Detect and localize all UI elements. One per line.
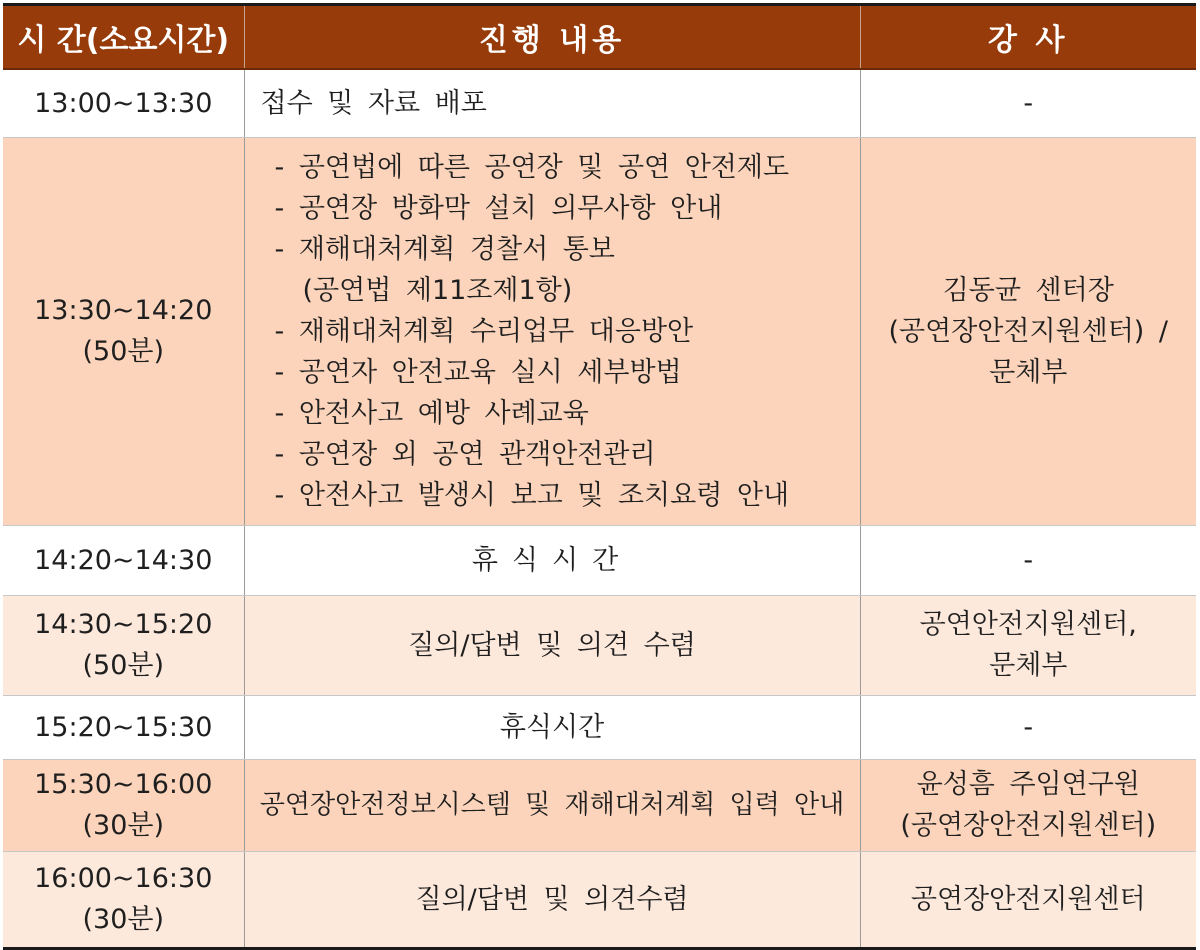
list-item: - 재해대처계획 경찰서 통보 [274,233,615,265]
header-content-label: 진행 내용 [478,23,626,58]
instructor-cell: - [860,525,1196,595]
time-range: 15:30~16:00 [34,769,213,800]
list-item: - 공연자 안전교육 실시 세부방법 [274,356,682,388]
time-cell [3,595,244,695]
table-row [3,851,1196,948]
time-cell [3,851,244,948]
time-range: 13:00~13:30 [34,87,213,119]
instructor-cell: 공연장안전지원센터 [860,851,1196,948]
duration: (30분) [82,904,164,935]
duration: (50분) [82,650,164,681]
list-item: - 안전사고 발생시 보고 및 조치요령 안내 [274,479,790,511]
time-cell [3,137,244,525]
content-cell [244,137,860,525]
table-row [3,69,1196,137]
instructor-cell: - [860,69,1196,137]
instructor-cell: - [860,695,1196,759]
table-row [3,595,1196,695]
content-cell: 질의/답변 및 의견수렴 [244,851,860,948]
content-cell: 공연장안전정보시스템 및 재해대처계획 입력 안내 [244,759,860,851]
instructor-line: (공연장안전지원센터) [900,810,1157,841]
content-cell: 휴식시간 [244,695,860,759]
instructor-line: 공연안전지원센터, [919,609,1137,640]
time-range: 16:00~16:30 [34,863,213,894]
table-row [3,137,1196,525]
schedule-table [3,3,1196,950]
time-cell [3,759,244,851]
instructor-cell [860,595,1196,695]
time-cell [3,695,244,759]
table-row [3,695,1196,759]
time-cell [3,525,244,595]
time-range: 15:20~15:30 [34,711,213,743]
instructor-cell [860,137,1196,525]
duration: (30분) [82,810,164,841]
list-item: - 안전사고 예방 사례교육 [274,397,589,429]
instructor-line: 김동균 센터장 [942,274,1114,306]
instructor-cell [860,759,1196,851]
duration: (50분) [82,336,164,367]
content-cell: 접수 및 자료 배포 [244,69,860,137]
header-instructor-label: 강 사 [988,23,1069,58]
table-row [3,759,1196,851]
header-instructor [860,5,1196,70]
instructor-line: 윤성흠 주임연구원 [916,769,1140,800]
header-time: 시 간(소요시간) [3,5,244,70]
time-range: 13:30~14:20 [34,295,213,326]
list-item: - 재해대처계획 수리업무 대응방안 [274,315,694,347]
instructor-line: 문체부 [989,650,1068,681]
list-item: - 공연법에 따른 공연장 및 공연 안전제도 [274,151,790,183]
instructor-line: (공연장안전지원센터) / [888,315,1168,347]
list-item-note: (공연법 제11조제1항) [302,274,573,306]
time-range: 14:30~15:20 [34,609,213,640]
list-item: - 공연장 방화막 설치 의무사항 안내 [274,192,723,224]
time-cell [3,69,244,137]
header-row [3,5,1196,70]
content-cell: 휴식시간 [244,525,860,595]
header-content [244,5,860,70]
instructor-line: 문체부 [989,356,1068,388]
time-range: 14:20~14:30 [34,544,213,576]
content-cell: 질의/답변 및 의견 수렴 [244,595,860,695]
list-item: - 공연장 외 공연 관객안전관리 [274,438,656,470]
table-row [3,525,1196,595]
